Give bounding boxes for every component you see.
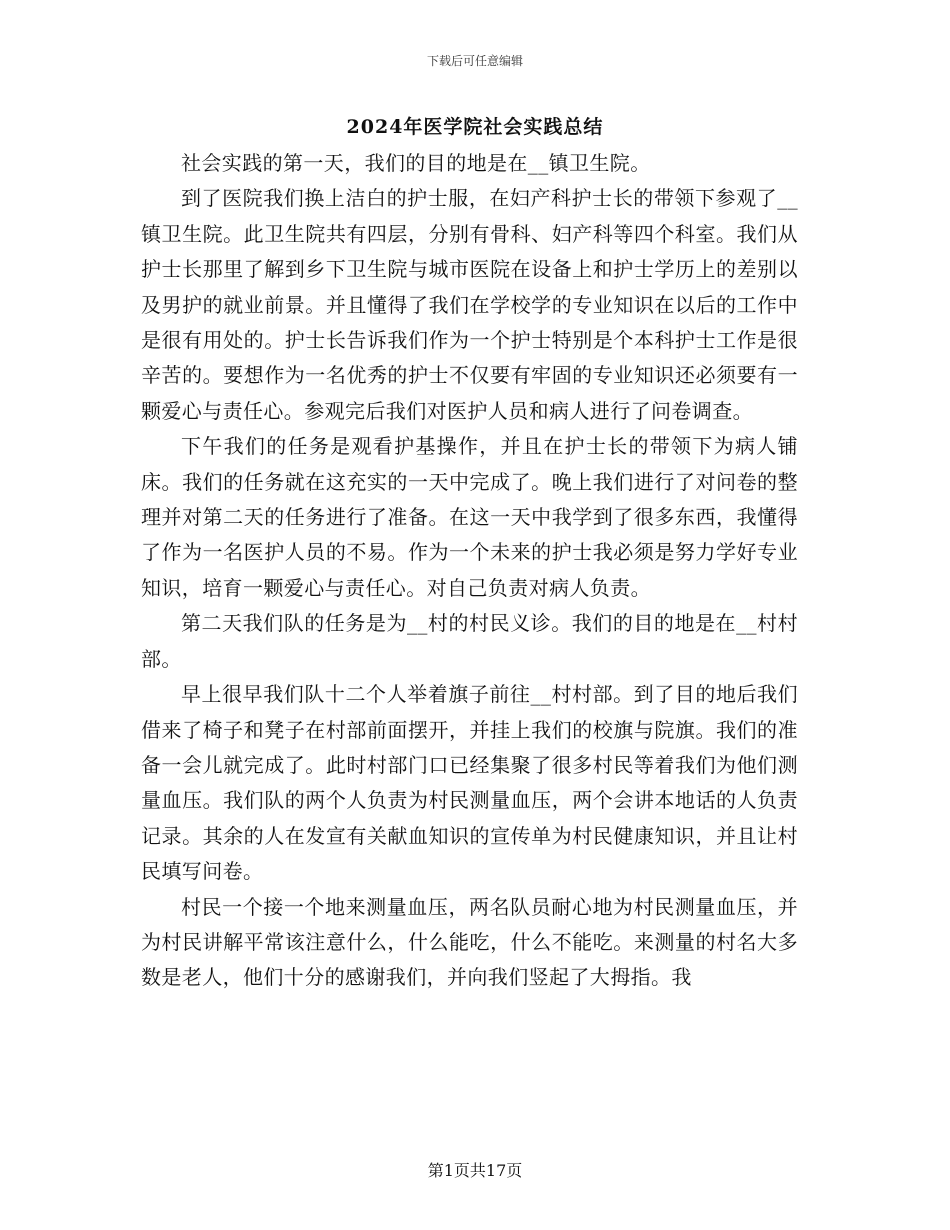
paragraph-3: 下午我们的任务是观看护基操作，并且在护士长的带领下为病人铺床。我们的任务就在这充实的一天中完成了。晚上我们进行了对问卷的整理并对第二天的任务进行了准备。在这一天中我学到了很多东西，我懂得了作为一名医护人员的不易。作为一个未来的护士我必须是努力学好专业知识，培育一颗爱心与责任心。对自己负责对病人负责。 bbox=[141, 434, 798, 600]
paragraph-5: 早上很早我们队十二个人举着旗子前往__村村部。到了目的地后我们借来了椅子和凳子在村部前面摆开，并挂上我们的校旗与院旗。我们的准备一会儿就完成了。此时村部门口已经集聚了很多村民等着我们为他们测量血压。我们队的两个人负责为村民测量血压，两个会讲本地话的人负责记录。其余的人在发宣有关献血知识的宣传单为村民健康知识，并且让村民填写问卷。 bbox=[141, 682, 798, 884]
document-body bbox=[141, 146, 798, 996]
page-number: 第1页共17页 bbox=[427, 1161, 523, 1180]
header-note: 下载后可任意编辑 bbox=[426, 54, 523, 68]
paragraph-1: 社会实践的第一天，我们的目的地是在__镇卫生院。 bbox=[181, 151, 651, 175]
paragraph-6: 村民一个接一个地来测量血压，两名队员耐心地为村民测量血压，并为村民讲解平常该注意什么，什么能吃，什么不能吃。来测量的村名大多数是老人，他们十分的感谢我们，并向我们竖起了大拇指。我 bbox=[141, 894, 798, 990]
paragraph-4: 第二天我们队的任务是为__村的村民义诊。我们的目的地是在__村村部。 bbox=[141, 611, 798, 671]
document-title: 2024年医学院社会实践总结 bbox=[346, 116, 604, 138]
paragraph-2: 到了医院我们换上洁白的护士服，在妇产科护士长的带领下参观了__镇卫生院。此卫生院共有四层，分别有骨科、妇产科等四个科室。我们从护士长那里了解到乡下卫生院与城市医院在设备上和护士学历上的差别以及男护的就业前景。并且懂得了我们在学校学的专业知识在以后的工作中是很有用处的。护士长告诉我们作为一个护士特别是个本科护士工作是很辛苦的。要想作为一名优秀的护士不仅要有牢固的专业知识还必须要有一颗爱心与责任心。参观完后我们对医护人员和病人进行了问卷调查。 bbox=[141, 186, 798, 423]
